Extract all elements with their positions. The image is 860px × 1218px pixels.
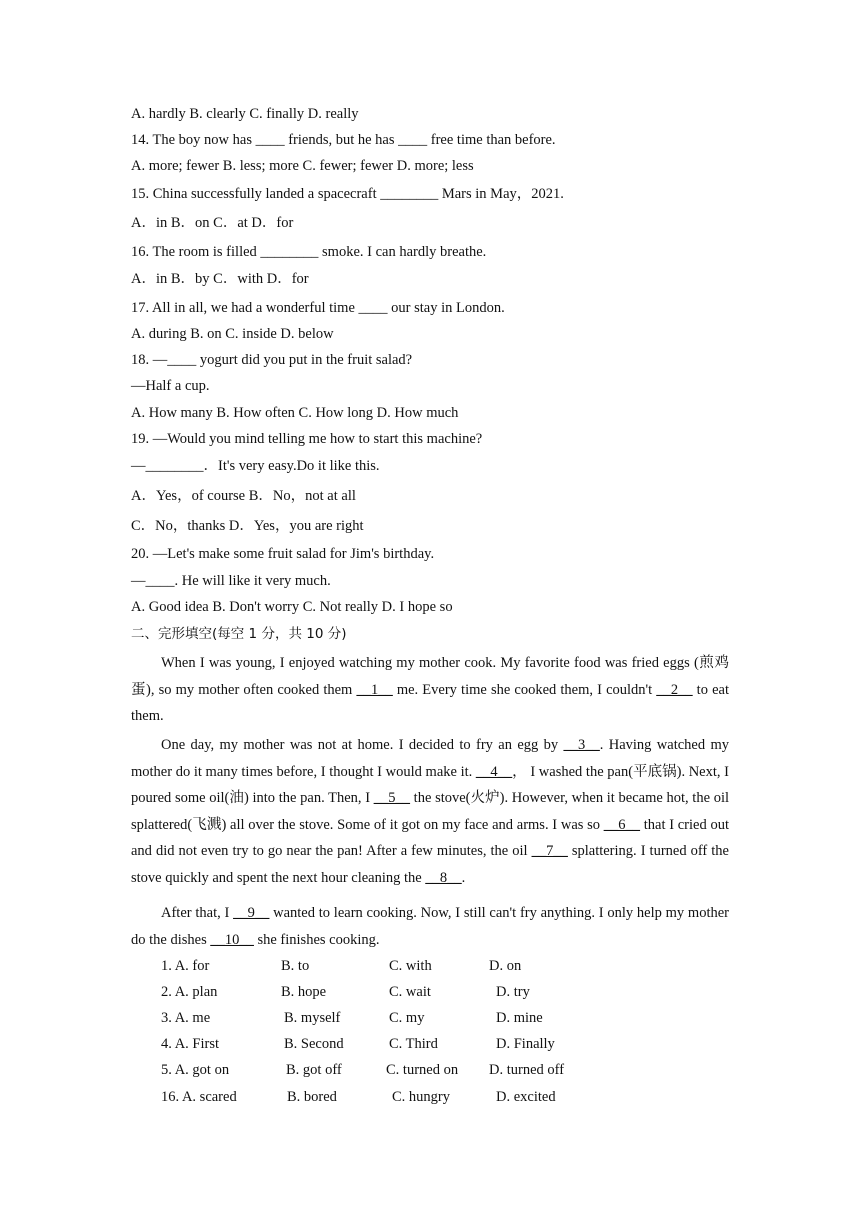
passage-text: . [461, 869, 466, 886]
choice-c: C. hungry [392, 1089, 450, 1105]
passage-text: ， I washed the pan(平底锅). Next, I poured some oil(油) into the pan. Then, I [131, 763, 729, 806]
choice-d: D. mine [496, 1010, 543, 1026]
passage-text: wanted to learn cooking. Now, I still can't fry anything. I only help my mother do the dishes [131, 905, 729, 948]
q16-options: A．in B．by C．with D．for [131, 271, 309, 287]
passage-paragraph-2 [131, 732, 729, 891]
blank-6: __6__ [603, 816, 640, 833]
choice-a: 3. A. me [161, 1010, 211, 1026]
q20-options: A. Good idea B. Don't worry C. Not really D. I hope so [131, 599, 453, 615]
q13-options: A. hardly B. clearly C. finally D. really [131, 106, 359, 122]
q18-reply: —Half a cup. [131, 378, 210, 394]
passage-text: that I cried out and did not even try to go near the pan! After a few minutes, the oil [131, 816, 729, 859]
choice-c: C. turned on [386, 1062, 459, 1078]
choice-a: 2. A. plan [161, 984, 218, 1000]
choice-b: B. Second [284, 1036, 344, 1052]
blank-5: __5__ [373, 790, 410, 806]
choice-b: B. got off [286, 1062, 342, 1078]
choice-a: 4. A. First [161, 1036, 220, 1052]
choice-c: C. my [389, 1010, 425, 1026]
blank-8: __8__ [425, 869, 462, 886]
choice-c: C. with [389, 958, 432, 974]
q17-options: A. during B. on C. inside D. below [131, 326, 334, 342]
blank-9: __9__ [233, 905, 270, 921]
q15-stem: 15. China successfully landed a spacecraft ________ Mars in May，2021. [131, 186, 564, 202]
choice-d: D. on [489, 958, 522, 974]
q20-reply: —____. He will like it very much. [131, 573, 331, 589]
blank-10: __10__ [210, 931, 254, 948]
passage-text: she finishes cooking. [253, 931, 380, 948]
q19-reply: —________．It's very easy.Do it like this. [131, 458, 380, 474]
q19-stem: 19. —Would you mind telling me how to start this machine? [131, 431, 483, 447]
blank-7: __7__ [531, 843, 568, 859]
blank-4: __4__ [475, 763, 513, 780]
blank-1: __1__ [356, 681, 393, 698]
passage-text: splattering. I turned off the stove quickly and spent the next hour cleaning the [131, 843, 729, 886]
choice-d: D. Finally [496, 1036, 555, 1052]
q18-options: A. How many B. How often C. How long D. How much [131, 405, 459, 421]
q18-stem: 18. —____ yogurt did you put in the fruit salad? [131, 352, 413, 368]
passage-text: When I was young, I enjoyed watching my mother cook. My favorite food was fried eggs (煎鸡蛋), so my mother often cooked them [131, 655, 729, 698]
choice-b: B. bored [287, 1089, 337, 1105]
choice-b: B. myself [284, 1010, 341, 1026]
choice-a: 1. A. for [161, 958, 210, 974]
q14-stem: 14. The boy now has ____ friends, but he has ____ free time than before. [131, 132, 556, 148]
q15-options: A．in B．on C．at D．for [131, 215, 294, 231]
choice-b: B. to [281, 958, 310, 974]
q19-options-ab: A．Yes，of course B．No，not at all [131, 488, 356, 504]
choice-a: 5. A. got on [161, 1062, 230, 1078]
passage-text: the stove(火炉). However, when it became hot, the oil splattered(飞溅) all over the stove. Some of it got on my face and arms. I was so [131, 790, 730, 833]
passage-text: to eat them. [131, 681, 729, 724]
passage-text: . Having watched my mother do it many times before, I thought I would make it. [131, 737, 729, 780]
passage-text: me. Every time she cooked them, I couldn't [392, 681, 657, 698]
q14-options: A. more; fewer B. less; more C. fewer; fewer D. more; less [131, 158, 474, 174]
section-heading: 二、完形填空(每空 1 分，共 10 分) [131, 626, 347, 642]
q17-stem: 17. All in all, we had a wonderful time ____ our stay in London. [131, 300, 505, 316]
passage-text: One day, my mother was not at home. I decided to fry an egg by [161, 737, 564, 753]
choice-c: C. Third [389, 1036, 438, 1052]
passage-paragraph-3 [131, 900, 729, 953]
passage-paragraph-1 [131, 650, 729, 730]
blank-2: __2__ [656, 681, 693, 698]
q16-stem: 16. The room is filled ________ smoke. I can hardly breathe. [131, 244, 487, 260]
q20-stem: 20. —Let's make some fruit salad for Jim's birthday. [131, 546, 435, 562]
q19-options-cd: C．No，thanks D．Yes，you are right [131, 518, 364, 534]
choice-b: B. hope [281, 984, 327, 1000]
choice-d: D. excited [496, 1089, 556, 1105]
choice-c: C. wait [389, 984, 431, 1000]
blank-3: __3__ [563, 737, 600, 753]
choice-d: D. turned off [489, 1062, 565, 1078]
choice-a: 16. A. scared [161, 1089, 237, 1105]
choice-d: D. try [496, 984, 530, 1000]
passage-text: After that, I [161, 905, 234, 921]
